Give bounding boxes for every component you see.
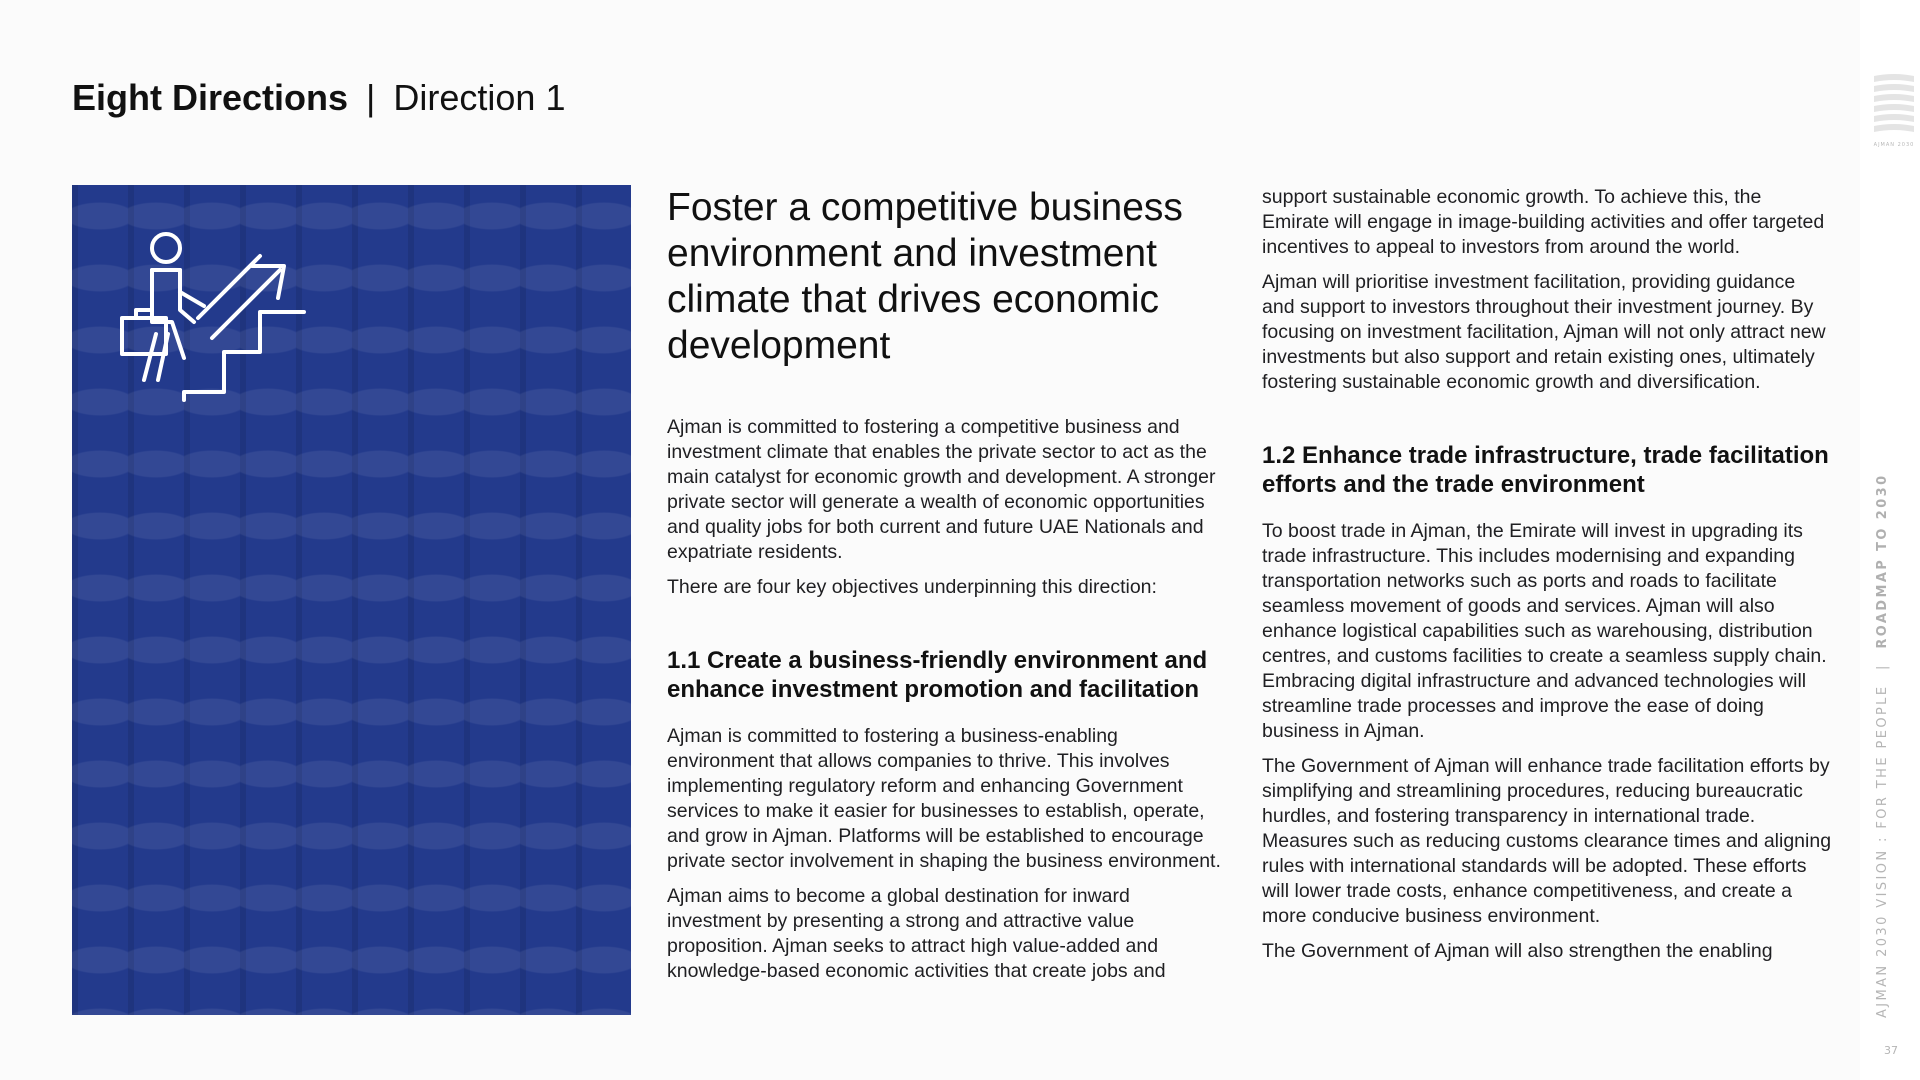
content-column-2 <box>1262 185 1832 974</box>
header-separator: | <box>366 77 376 118</box>
running-title-separator: | <box>1875 663 1890 670</box>
running-title-light: AJMAN 2030 VISION : FOR THE PEOPLE <box>1875 684 1890 1018</box>
content-column-1 <box>667 185 1227 994</box>
continued-paragraph-1: support sustainable economic growth. To achieve this, the Emirate will engage in image-building activities and offer targeted incentives to appeal to investors from around the world. <box>1262 186 1825 258</box>
objective-1-2-paragraph-1: To boost trade in Ajman, the Emirate will invest in upgrading its trade infrastructure. This includes modernising and expanding transportation networks such as ports and roads to facilitate seamless movement of goods and services. Ajman will also enhance logistical capabilities such as warehousing, distribution centres, and customs facilities to create a seamless supply chain. Embracing digital infrastructure and advanced technologies will streamline trade processes and improve the ease of doing business in Ajman. <box>1262 520 1827 742</box>
person-climbing-stairs-with-briefcase-arrow-icon <box>112 230 312 420</box>
direction-label: Direction 1 <box>393 77 566 118</box>
objective-1-1-heading: 1.1 Create a business-friendly environment and enhance investment promotion and facilitation <box>667 647 1208 703</box>
logo-caption: AJMAN 2030 <box>1873 142 1915 148</box>
objective-1-2-paragraph-3: The Government of Ajman will also strengthen the enabling <box>1262 940 1773 962</box>
continued-paragraph-2: Ajman will prioritise investment facilitation, providing guidance and support to investors throughout their investment journey. By focusing on investment facilitation, Ajman will not only attract new investments but also support and retain existing ones, ultimately fostering sustainable economic growth and diversification. <box>1262 271 1826 393</box>
running-title-bold: ROADMAP TO 2030 <box>1875 473 1890 649</box>
objective-1-2-paragraph-2: The Government of Ajman will enhance trade facilitation efforts by simplifying and streamlining procedures, reducing bureaucratic hurdles, and fostering transparency in international trade. Measures such as reducing customs clearance times and aligning rules with international standards will be adopted. These efforts will lower trade costs, enhance competitiveness, and create a more conducive business environment. <box>1262 755 1832 927</box>
objective-1-2-heading: 1.2 Enhance trade infrastructure, trade facilitation efforts and the trade environment <box>1262 442 1829 498</box>
page-header <box>72 72 565 124</box>
hero-pattern-panel <box>72 185 631 1015</box>
section-title: Eight Directions <box>72 77 349 118</box>
direction-title: Foster a competitive business environment and investment climate that drives economic development <box>667 186 1183 367</box>
intro-paragraph-1: Ajman is committed to fostering a competitive business and investment climate that enables the private sector to act as the main catalyst for economic growth and development. A stronger private sector will generate a wealth of economic opportunities and quality jobs for both current and future UAE Nationals and expatriate residents. <box>667 416 1216 563</box>
page-number: 37 <box>1884 1044 1898 1057</box>
objective-1-1-paragraph-2: Ajman aims to become a global destination for inward investment by presenting a strong and attractive value proposition. Ajman seeks to attract high value-added and knowledge-based economic activities that create jobs and <box>667 885 1166 982</box>
intro-paragraph-2: There are four key objectives underpinning this direction: <box>667 576 1157 598</box>
ajman-2030-logo-icon <box>1872 72 1916 140</box>
vertical-running-title <box>1875 473 1895 1018</box>
objective-1-1-paragraph-1: Ajman is committed to fostering a business-enabling environment that allows companies to thrive. This involves implementing regulatory reform and enhancing Government services to make it easier for businesses to establish, operate, and grow in Ajman. Platforms will be established to encourage private sector involvement in shaping the business environment. <box>667 725 1221 872</box>
